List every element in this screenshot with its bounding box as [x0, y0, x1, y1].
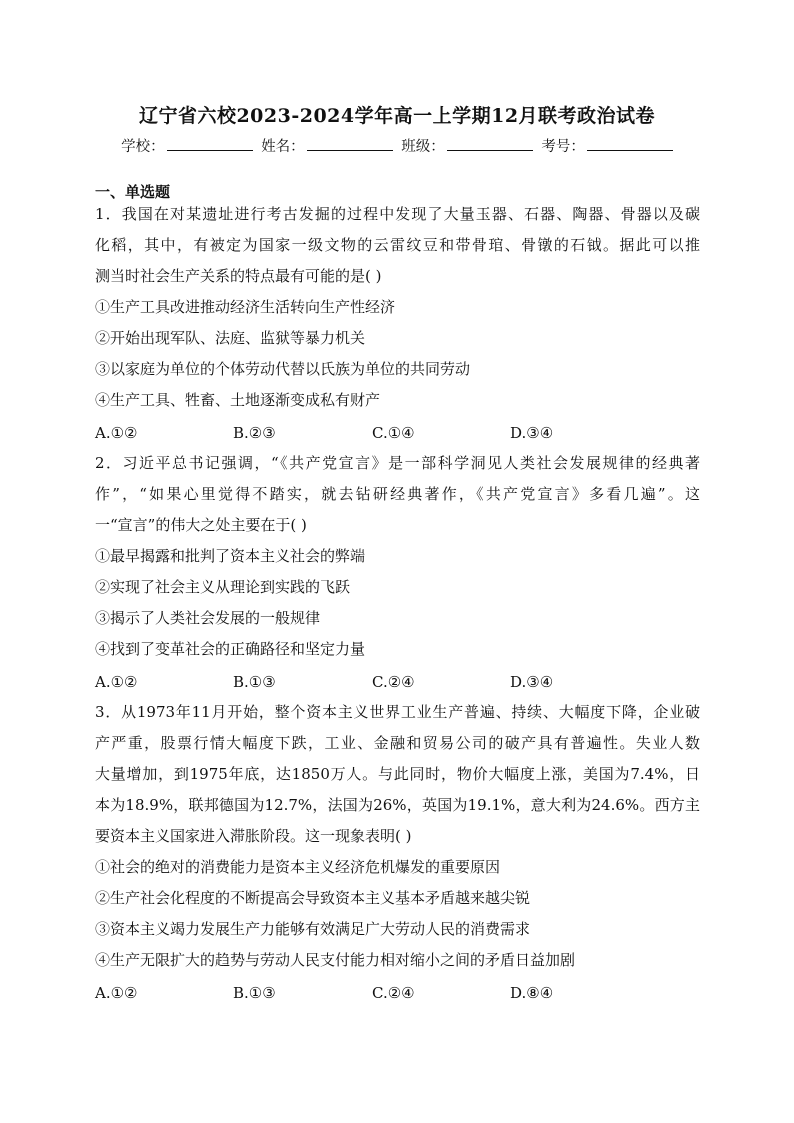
q3-stem-line: 本为18.9%，联邦德国为12.7%，法国为26%，英国为19.1%，意大利为24.6%。西方主 — [95, 796, 700, 814]
q2-statement: ②实现了社会主义从理论到实践的飞跃 — [95, 578, 351, 596]
q1-statement: ④生产工具、牲畜、土地逐渐变成私有财产 — [95, 391, 381, 409]
q1-stem-line: 1．我国在对某遗址进行考古发掘的过程中发现了大量玉器、石器、陶器、骨器以及碳 — [95, 205, 700, 223]
q2-statement: ③揭示了人类社会发展的一般规律 — [95, 609, 321, 627]
exam-number-blank — [587, 136, 673, 151]
q2-stem-line: 作”，“如果心里觉得不踏实，就去钻研经典著作，《共产党宣言》多看几遍”。这 — [95, 485, 700, 503]
q3-option-b: B.①③ — [233, 984, 276, 1002]
q3-stem-line: 大量增加，到1975年底，达1850万人。与此同时，物价大幅度上涨，美国为7.4%，日 — [95, 765, 700, 783]
school-label: 学校： — [121, 139, 165, 155]
q3-option-c: C.②④ — [372, 984, 415, 1002]
q3-stem-line: 产严重，股票行情大幅度下跌，工业、金融和贸易公司的破产具有普遍性。失业人数 — [95, 734, 700, 752]
name-label: 姓名： — [261, 139, 305, 155]
q1-stem-line: 化稻，其中，有被定为国家一级文物的云雷纹豆和带骨琯、骨镦的石钺。据此可以推 — [95, 236, 700, 254]
class-blank — [447, 136, 533, 151]
q2-option-a: A.①② — [95, 673, 138, 691]
q3-stem-line: 3．从1973年11月开始，整个资本主义世界工业生产普遍、持续、大幅度下降，企业破 — [95, 703, 700, 721]
q1-statement: ③以家庭为单位的个体劳动代替以氏族为单位的共同劳动 — [95, 360, 471, 378]
q2-option-d: D.③④ — [510, 673, 554, 691]
q2-stem-line: 一“宣言”的伟大之处主要在于( ) — [95, 516, 307, 534]
exam-title: 辽宁省六校2023-2024学年高一上学期12月联考政治试卷 — [138, 105, 656, 127]
q1-option-a: A.①② — [95, 424, 138, 442]
q2-stem-line: 2．习近平总书记强调，“《共产党宣言》是一部科学洞见人类社会发展规律的经典著 — [95, 454, 700, 472]
student-info-row — [0, 135, 794, 156]
q3-statement: ①社会的绝对的消费能力是资本主义经济危机爆发的重要原因 — [95, 858, 501, 876]
q2-option-b: B.①③ — [233, 673, 276, 691]
q2-option-c: C.②④ — [372, 673, 415, 691]
school-blank — [167, 136, 253, 151]
q1-option-c: C.①④ — [372, 424, 415, 442]
q3-statement: ②生产社会化程度的不断提高会导致资本主义基本矛盾越来越尖锐 — [95, 889, 531, 907]
class-label: 班级： — [401, 139, 445, 155]
q1-statement: ①生产工具改进推动经济生活转向生产性经济 — [95, 298, 396, 316]
q2-statement: ①最早揭露和批判了资本主义社会的弊端 — [95, 547, 366, 565]
q3-option-a: A.①② — [95, 984, 138, 1002]
q3-statement: ③资本主义竭力发展生产力能够有效满足广大劳动人民的消费需求 — [95, 920, 531, 938]
q1-statement: ②开始出现军队、法庭、监狱等暴力机关 — [95, 329, 366, 347]
q3-statement: ④生产无限扩大的趋势与劳动人民支付能力相对缩小之间的矛盾日益加剧 — [95, 951, 576, 969]
q1-option-b: B.②③ — [233, 424, 276, 442]
q2-statement: ④找到了变革社会的正确路径和坚定力量 — [95, 640, 366, 658]
section-heading: 一、单选题 — [95, 183, 171, 201]
q3-stem-line: 要资本主义国家进入滞胀阶段。这一现象表明( ) — [95, 827, 412, 845]
exam-number-label: 考号： — [541, 139, 585, 155]
name-blank — [307, 136, 393, 151]
q1-option-d: D.③④ — [510, 424, 554, 442]
q1-stem-line: 测当时社会生产关系的特点最有可能的是( ) — [95, 267, 382, 285]
q3-option-d: D.⑧④ — [510, 984, 554, 1002]
